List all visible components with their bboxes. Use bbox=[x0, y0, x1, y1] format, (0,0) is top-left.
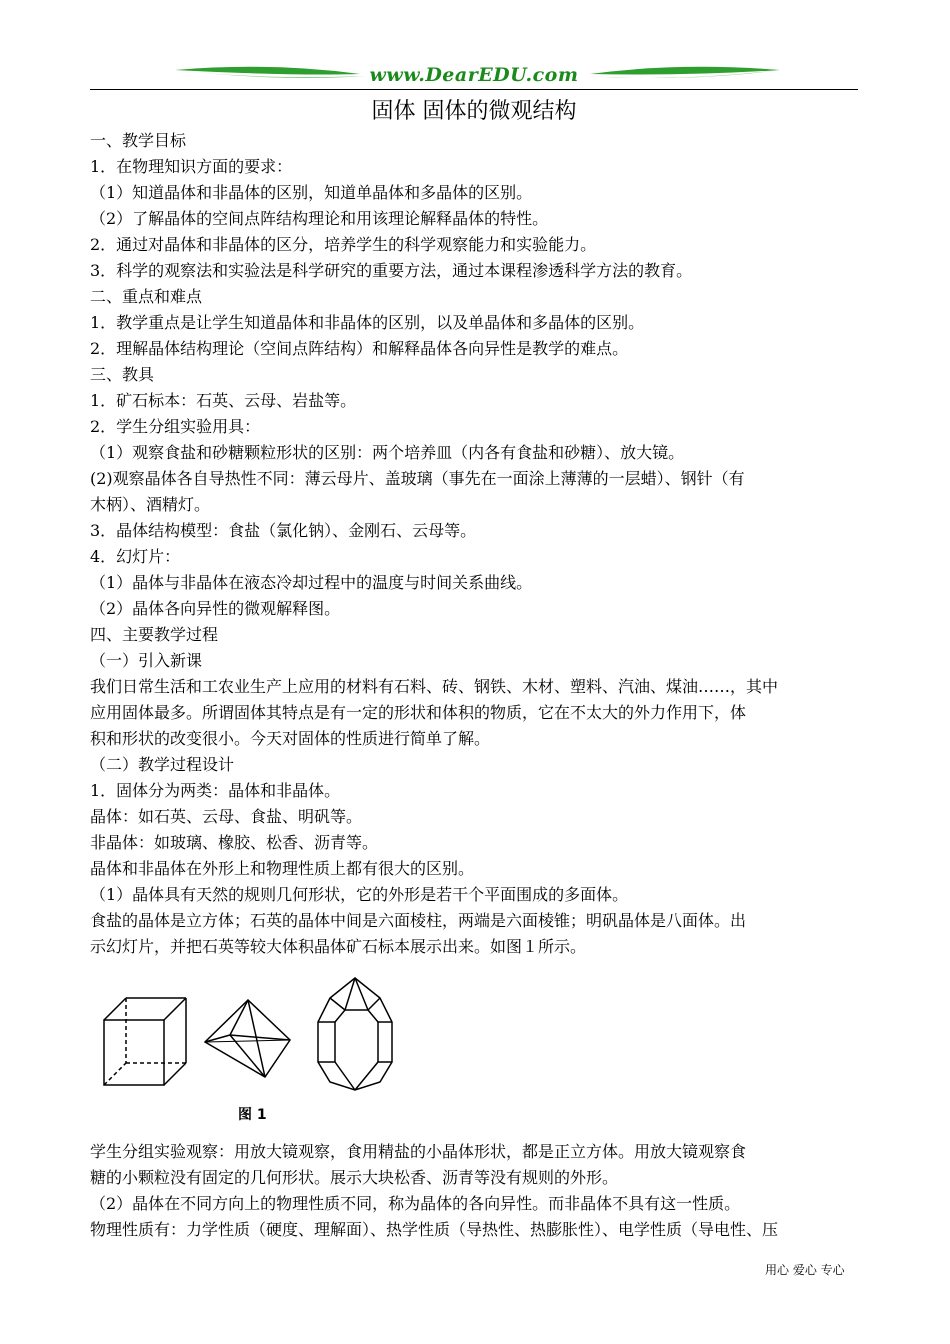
crystal-diagrams bbox=[90, 970, 490, 1100]
text-line: 木柄）、酒精灯。 bbox=[90, 495, 211, 514]
text-line: （1）晶体与非晶体在液态冷却过程中的温度与时间关系曲线。 bbox=[90, 573, 533, 592]
text-line: 糖的小颗粒没有固定的几何形状。展示大块松香、沥青等没有规则的外形。 bbox=[90, 1168, 619, 1187]
text-line: （1）观察食盐和砂糖颗粒形状的区别：两个培养皿（内各有食盐和砂糖）、放大镜。 bbox=[90, 443, 685, 462]
text-line: 二、重点和难点 bbox=[90, 287, 203, 306]
figure-caption: 图 1 bbox=[238, 1107, 267, 1123]
text-line: 1．在物理知识方面的要求： bbox=[90, 157, 293, 176]
text-line: （2）晶体各向异性的微观解释图。 bbox=[90, 599, 341, 618]
text-line: 3．晶体结构模型：食盐（氯化钠）、金刚石、云母等。 bbox=[90, 521, 477, 540]
text-line: (2)观察晶体各自导热性不同：薄云母片、盖玻璃（事先在一面涂上薄薄的一层蜡）、钢针（有 bbox=[90, 469, 745, 488]
site-logo-text: www.DearEDU.com bbox=[369, 64, 579, 86]
text-line: 学生分组实验观察：用放大镜观察，食用精盐的小晶体形状，都是正立方体。用放大镜观察食 bbox=[90, 1142, 747, 1161]
text-line: 四、主要教学过程 bbox=[90, 625, 219, 644]
text-line: 2．学生分组实验用具： bbox=[90, 417, 261, 436]
page-footer: 用心 爱心 专心 bbox=[765, 1263, 845, 1277]
header-divider bbox=[90, 89, 858, 90]
text-line: 我们日常生活和工农业生产上应用的材料有石料、砖、钢铁、木材、塑料、汽油、煤油……，其中 bbox=[90, 677, 779, 696]
text-line: （一）引入新课 bbox=[90, 651, 203, 670]
header-banner bbox=[90, 60, 858, 90]
body-text-top bbox=[90, 128, 862, 960]
text-line: 2．理解晶体结构理论（空间点阵结构）和解释晶体各向异性是教学的难点。 bbox=[90, 339, 629, 358]
text-line: 一、教学目标 bbox=[90, 131, 187, 150]
text-line: 示幻灯片，并把石英等较大体积晶体矿石标本展示出来。如图１所示。 bbox=[90, 937, 587, 956]
text-line: 晶体和非晶体在外形上和物理性质上都有很大的区别。 bbox=[90, 859, 475, 878]
body-text-bottom bbox=[90, 1139, 862, 1243]
text-line: （二）教学过程设计 bbox=[90, 755, 235, 774]
text-line: 积和形状的改变很小。今天对固体的性质进行简单了解。 bbox=[90, 729, 491, 748]
text-line: 1．教学重点是让学生知道晶体和非晶体的区别，以及单晶体和多晶体的区别。 bbox=[90, 313, 645, 332]
text-line: 1．矿石标本：石英、云母、岩盐等。 bbox=[90, 391, 357, 410]
text-line: （1）晶体具有天然的规则几何形状，它的外形是若干个平面围成的多面体。 bbox=[90, 885, 629, 904]
text-line: 2．通过对晶体和非晶体的区分，培养学生的科学观察能力和实验能力。 bbox=[90, 235, 597, 254]
text-line: 4．幻灯片： bbox=[90, 547, 181, 566]
text-line: 晶体：如石英、云母、食盐、明矾等。 bbox=[90, 807, 363, 826]
text-line: （2）晶体在不同方向上的物理性质不同，称为晶体的各向异性。而非晶体不具有这一性质。 bbox=[90, 1194, 741, 1213]
text-line: （2）了解晶体的空间点阵结构理论和用该理论解释晶体的特性。 bbox=[90, 209, 549, 228]
page-title: 固体 固体的微观结构 bbox=[371, 99, 577, 124]
text-line: （1）知道晶体和非晶体的区别，知道单晶体和多晶体的区别。 bbox=[90, 183, 533, 202]
octahedron-diagram bbox=[205, 1000, 290, 1077]
text-line: 应用固体最多。所谓固体其特点是有一定的形状和体积的物质，它在不太大的外力作用下，体 bbox=[90, 703, 747, 722]
text-line: 三、教具 bbox=[90, 365, 155, 384]
text-line: 1．固体分为两类：晶体和非晶体。 bbox=[90, 781, 341, 800]
cube-diagram bbox=[104, 998, 186, 1085]
quartz-diagram bbox=[318, 978, 392, 1090]
text-line: 食盐的晶体是立方体；石英的晶体中间是六面棱柱，两端是六面棱锥；明矾晶体是八面体。出 bbox=[90, 911, 747, 930]
text-line: 非晶体：如玻璃、橡胶、松香、沥青等。 bbox=[90, 833, 379, 852]
text-line: 3．科学的观察法和实验法是科学研究的重要方法，通过本课程渗透科学方法的教育。 bbox=[90, 261, 693, 280]
figure-crystals bbox=[90, 970, 490, 1130]
text-line: 物理性质有：力学性质（硬度、理解面）、热学性质（导热性、热膨胀性）、电学性质（导电性、压 bbox=[90, 1220, 779, 1239]
